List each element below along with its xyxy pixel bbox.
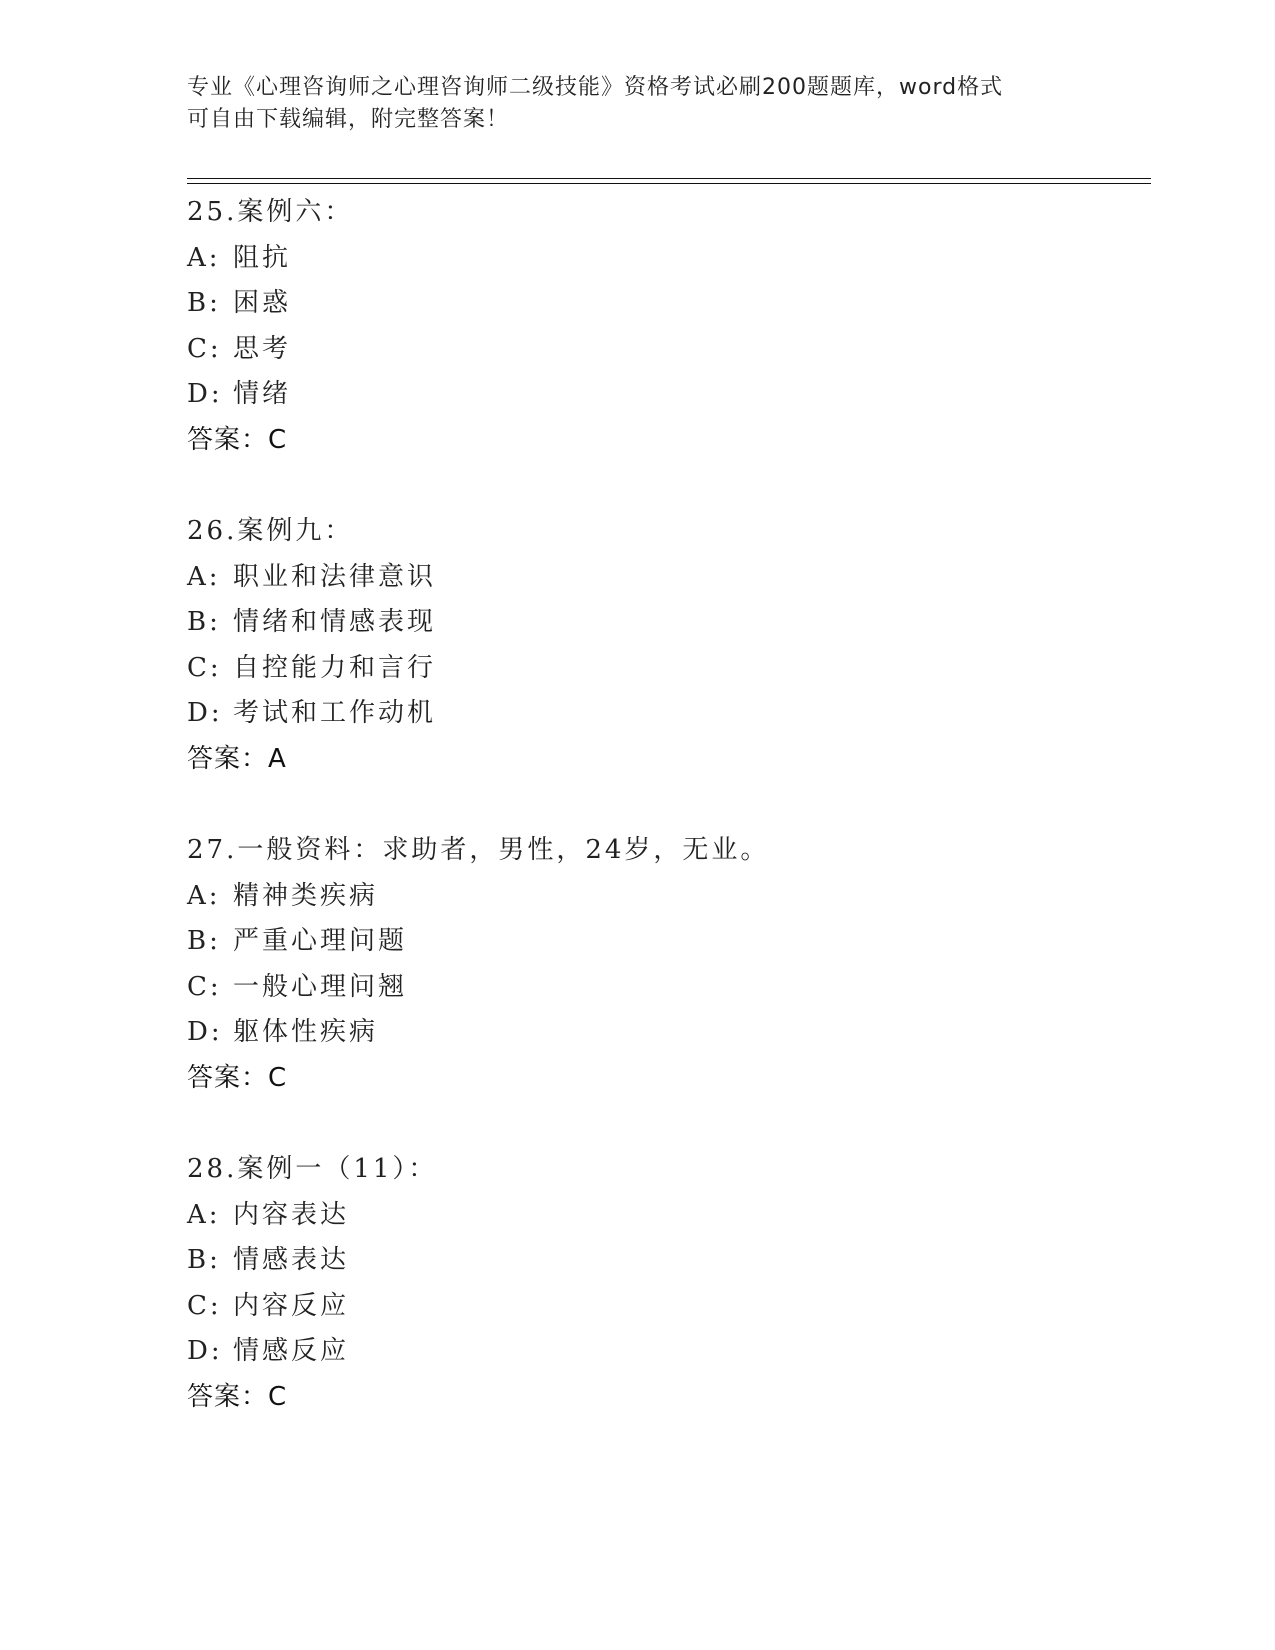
question-stem: 25.案例六： [187,197,354,227]
option-d [187,1329,1147,1375]
option-text: 内容表达 [233,1199,350,1230]
option-letter: D: [187,379,223,409]
option-text: 考试和工作动机 [233,698,437,728]
option-text: 思考 [233,333,292,364]
header-divider-bottom [187,183,1151,184]
option-text: 自控能力和言行 [233,652,437,683]
option-text: 情感表达 [233,1245,350,1275]
question-28 [187,1147,1147,1420]
option-text: 严重心理问题 [233,926,408,956]
option-c [187,965,1147,1011]
option-text: 职业和法律意识 [233,561,437,592]
option-c [187,327,1147,373]
option-letter: D: [187,698,223,728]
option-b [187,919,1147,965]
option-text: 阻抗 [233,242,292,273]
option-text: 困惑 [233,288,292,318]
option-d [187,1010,1147,1056]
option-d [187,372,1147,418]
option-d [187,691,1147,737]
answer-line: 答案：C [187,424,288,455]
question-stem: 26.案例九： [187,516,354,546]
option-letter: B: [187,288,221,318]
header-line-1: 专业《心理咨询师之心理咨询师二级技能》资格考试必刷200题题库，word格式 [187,75,1004,100]
option-text: 一般心理问翘 [233,971,408,1002]
header-line-2: 可自由下载编辑，附完整答案！ [187,107,510,132]
option-letter: A: [187,561,221,592]
option-text: 精神类疾病 [233,880,379,911]
question-26 [187,509,1147,782]
option-letter: D: [187,1017,223,1047]
option-c [187,1284,1147,1330]
question-25 [187,190,1147,463]
option-letter: B: [187,607,221,637]
option-letter: B: [187,926,221,956]
option-text: 情绪和情感表现 [233,607,437,637]
option-text: 内容反应 [233,1290,350,1321]
option-b [187,1238,1147,1284]
option-letter: A: [187,1199,221,1230]
question-stem: 27.一般资料：求助者，男性，24岁，无业。 [187,835,770,865]
answer-line: 答案：C [187,1062,288,1093]
option-b [187,600,1147,646]
question-stem: 28.案例一（11）： [187,1154,438,1184]
option-text: 躯体性疾病 [233,1017,379,1047]
option-letter: C: [187,971,222,1002]
option-a [187,1193,1147,1239]
option-letter: D: [187,1336,223,1366]
document-header [187,72,1087,136]
answer-line: 答案：C [187,1381,288,1412]
option-letter: C: [187,1290,222,1321]
answer-line: 答案：A [187,743,287,774]
option-text: 情感反应 [233,1336,350,1366]
option-letter: C: [187,652,222,683]
option-a [187,874,1147,920]
option-b [187,281,1147,327]
option-text: 情绪 [233,379,292,409]
option-a [187,236,1147,282]
option-letter: A: [187,242,221,273]
question-list [187,190,1147,1466]
option-letter: B: [187,1245,221,1275]
option-letter: C: [187,333,222,364]
question-27 [187,828,1147,1101]
option-c [187,646,1147,692]
option-a [187,555,1147,601]
header-divider-top [187,178,1151,179]
option-letter: A: [187,880,221,911]
